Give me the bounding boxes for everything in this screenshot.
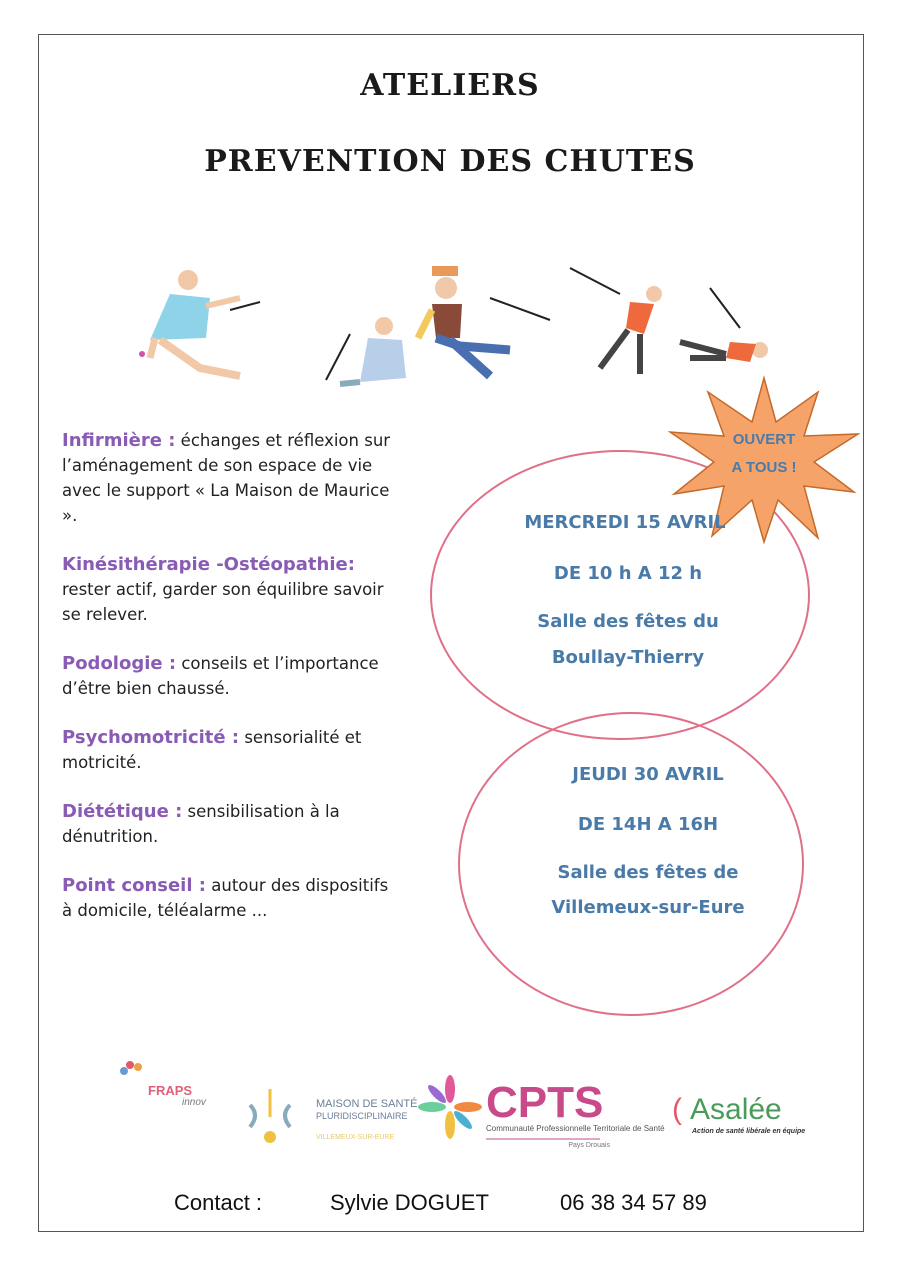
activity-text: échanges et réflexion sur l’aménagement de son espace de vie avec le support « La Maison de Maurice ». bbox=[62, 431, 391, 525]
activity-text: sensibilisation à la dénutrition. bbox=[62, 802, 340, 846]
cpts-text: CPTS bbox=[486, 1078, 604, 1127]
cpts-logo bbox=[418, 1075, 665, 1149]
fraps-text: FRAPS bbox=[148, 1083, 193, 1098]
burst-line2: A TOUS ! bbox=[731, 459, 797, 476]
event1-place-line2: Boullay-Thierry bbox=[551, 647, 705, 668]
event2-place-line2: Villemeux-sur-Eure bbox=[551, 897, 745, 918]
msp-line2: PLURIDISCIPLINAIRE bbox=[316, 1111, 408, 1121]
asalee-logo bbox=[672, 1093, 805, 1135]
activity-name: Point conseil : bbox=[62, 875, 206, 896]
title-line1: ATELIERS bbox=[360, 68, 540, 103]
activity-podologie bbox=[62, 651, 402, 701]
activity-name: Infirmière : bbox=[62, 430, 176, 451]
activity-infirmiere bbox=[62, 428, 402, 528]
activity-text: rester actif, garder son équilibre savoir se relever. bbox=[62, 580, 384, 624]
cpts-sub: Communauté Professionnelle Territoriale de Santé bbox=[486, 1124, 665, 1133]
event1-time: DE 10 h A 12 h bbox=[553, 563, 703, 584]
contact-phone: 06 38 34 57 89 bbox=[560, 1190, 707, 1215]
asalee-text: Asalée bbox=[690, 1093, 782, 1126]
activity-text: sensorialité et motricité. bbox=[62, 728, 362, 772]
burst-line1: OUVERT bbox=[732, 431, 796, 448]
title-line2: PREVENTION DES CHUTES bbox=[204, 144, 696, 179]
activity-psychomotricite bbox=[62, 725, 402, 775]
msp-line3: VILLEMEUX-SUR-EURE bbox=[316, 1134, 395, 1141]
fraps-logo bbox=[120, 1061, 207, 1108]
contact-label: Contact : bbox=[174, 1190, 263, 1215]
fraps-sub: innov bbox=[182, 1097, 206, 1108]
asalee-sub: Action de santé libérale en équipe bbox=[692, 1128, 806, 1135]
partner-logos bbox=[100, 1055, 860, 1165]
event1-date: MERCREDI 15 AVRIL bbox=[524, 512, 726, 533]
event2-time: DE 14H A 16H bbox=[577, 814, 719, 835]
activity-text: autour des dispositifs à domicile, téléalarme ... bbox=[62, 876, 389, 920]
event1-place-line1: Salle des fêtes du bbox=[537, 611, 719, 632]
activity-name: Diététique : bbox=[62, 801, 183, 822]
falling-woman-figure bbox=[139, 270, 260, 376]
activity-text: conseils et l’importance d’être bien chaussé. bbox=[62, 654, 379, 698]
activity-point-conseil bbox=[62, 873, 402, 923]
svg-text:(: ( bbox=[672, 1093, 682, 1126]
msp-logo bbox=[250, 1089, 417, 1143]
event2-place-line1: Salle des fêtes de bbox=[557, 862, 739, 883]
falling-man-orange-figure bbox=[570, 268, 662, 374]
sitting-woman-figure bbox=[326, 317, 406, 384]
event2-date: JEUDI 30 AVRIL bbox=[572, 764, 724, 785]
falling-man-figure bbox=[418, 266, 550, 376]
msp-line1: MAISON DE SANTÉ bbox=[316, 1098, 418, 1110]
activity-name: Kinésithérapie -Ostéopathie: bbox=[62, 554, 355, 575]
activity-dietetique bbox=[62, 799, 402, 849]
cpts-sub2: Pays Drouais bbox=[568, 1142, 610, 1149]
activity-kinesitherapie bbox=[62, 552, 402, 627]
lying-man-figure bbox=[680, 288, 768, 362]
activity-name: Podologie : bbox=[62, 653, 177, 674]
contact-name: Sylvie DOGUET bbox=[330, 1190, 489, 1215]
activity-name: Psychomotricité : bbox=[62, 727, 240, 748]
activities-list bbox=[62, 428, 402, 947]
